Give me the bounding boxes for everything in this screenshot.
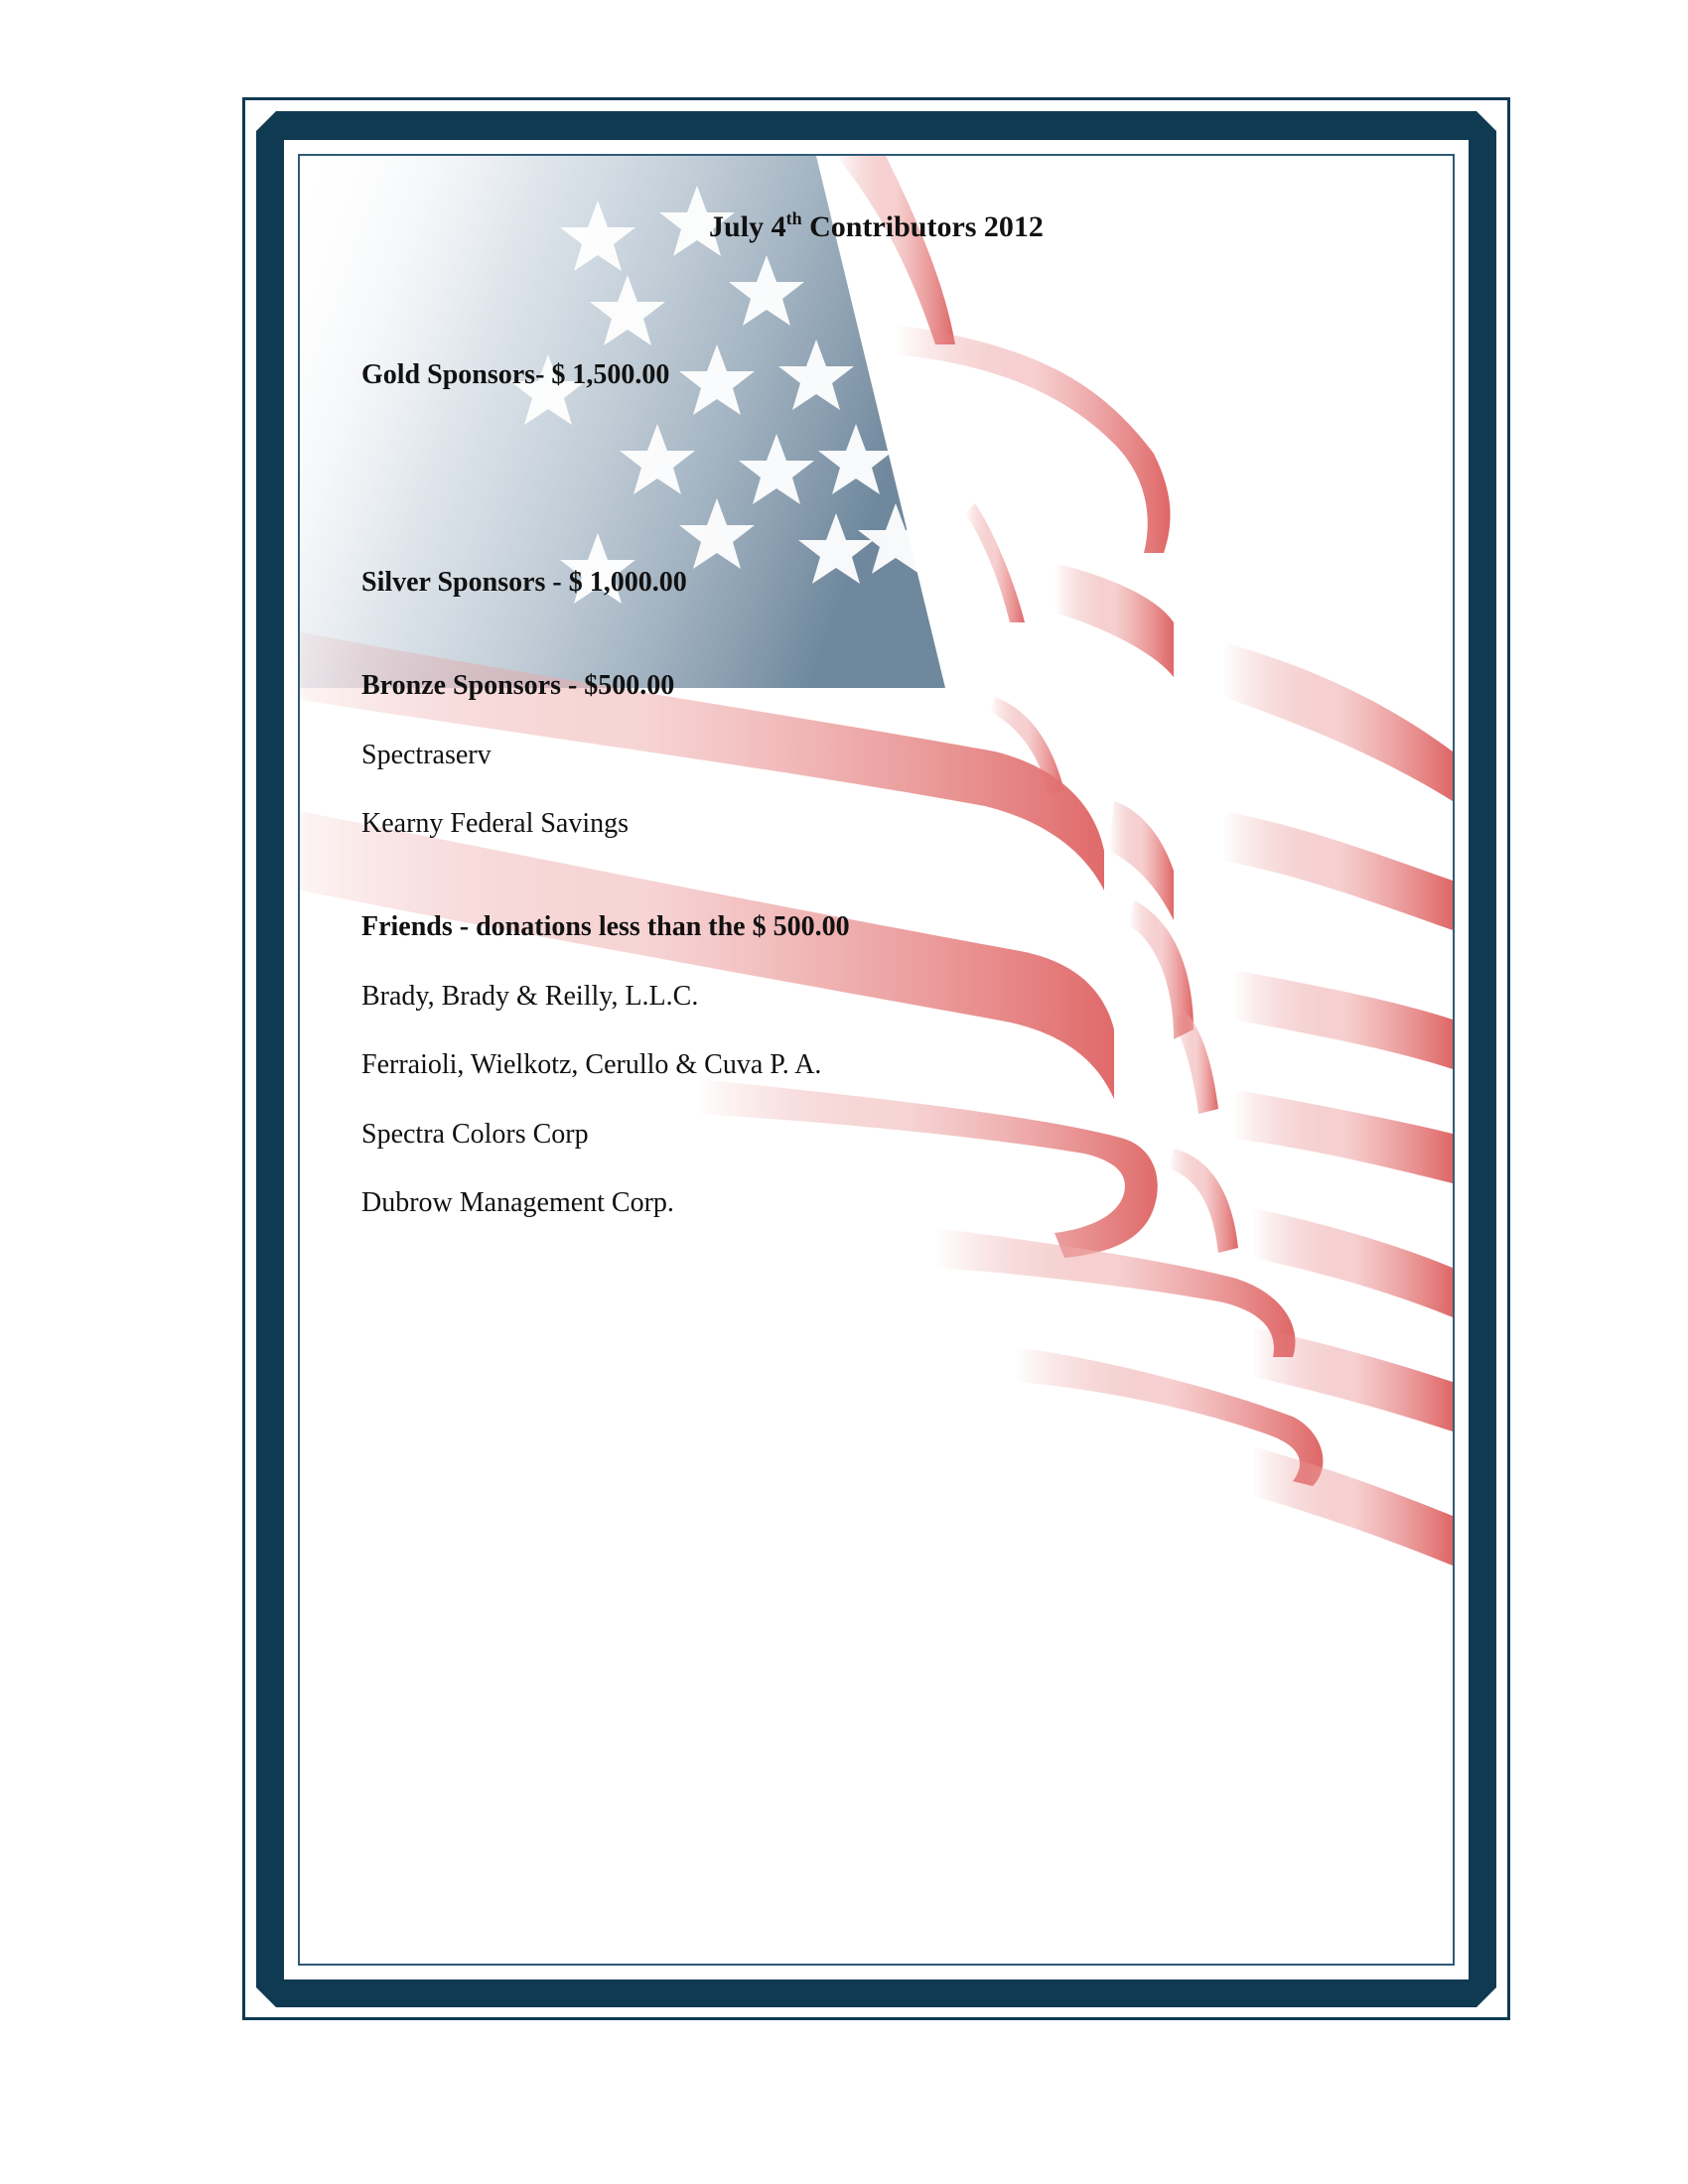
bronze-sponsors-heading: Bronze Sponsors - $500.00 [361,670,675,701]
title-prefix: July 4 [709,210,786,243]
title-suffix: Contributors 2012 [801,210,1044,243]
bronze-sponsor-item: Kearny Federal Savings [361,808,630,839]
friend-item: Dubrow Management Corp. [361,1187,674,1218]
gold-sponsors-heading: Gold Sponsors- $ 1,500.00 [361,359,670,390]
page-border-inner-line [298,154,1455,1966]
friend-item: Brady, Brady & Reilly, L.L.C. [361,981,699,1012]
friend-item: Spectra Colors Corp [361,1119,589,1150]
friend-item: Ferraioli, Wielkotz, Cerullo & Cuva P. A. [361,1049,822,1080]
bronze-sponsor-item: Spectraserv [361,740,492,770]
title-superscript: th [785,208,802,228]
silver-sponsors-heading: Silver Sponsors - $ 1,000.00 [361,567,687,598]
friends-heading: Friends - donations less than the $ 500.00 [361,911,850,942]
